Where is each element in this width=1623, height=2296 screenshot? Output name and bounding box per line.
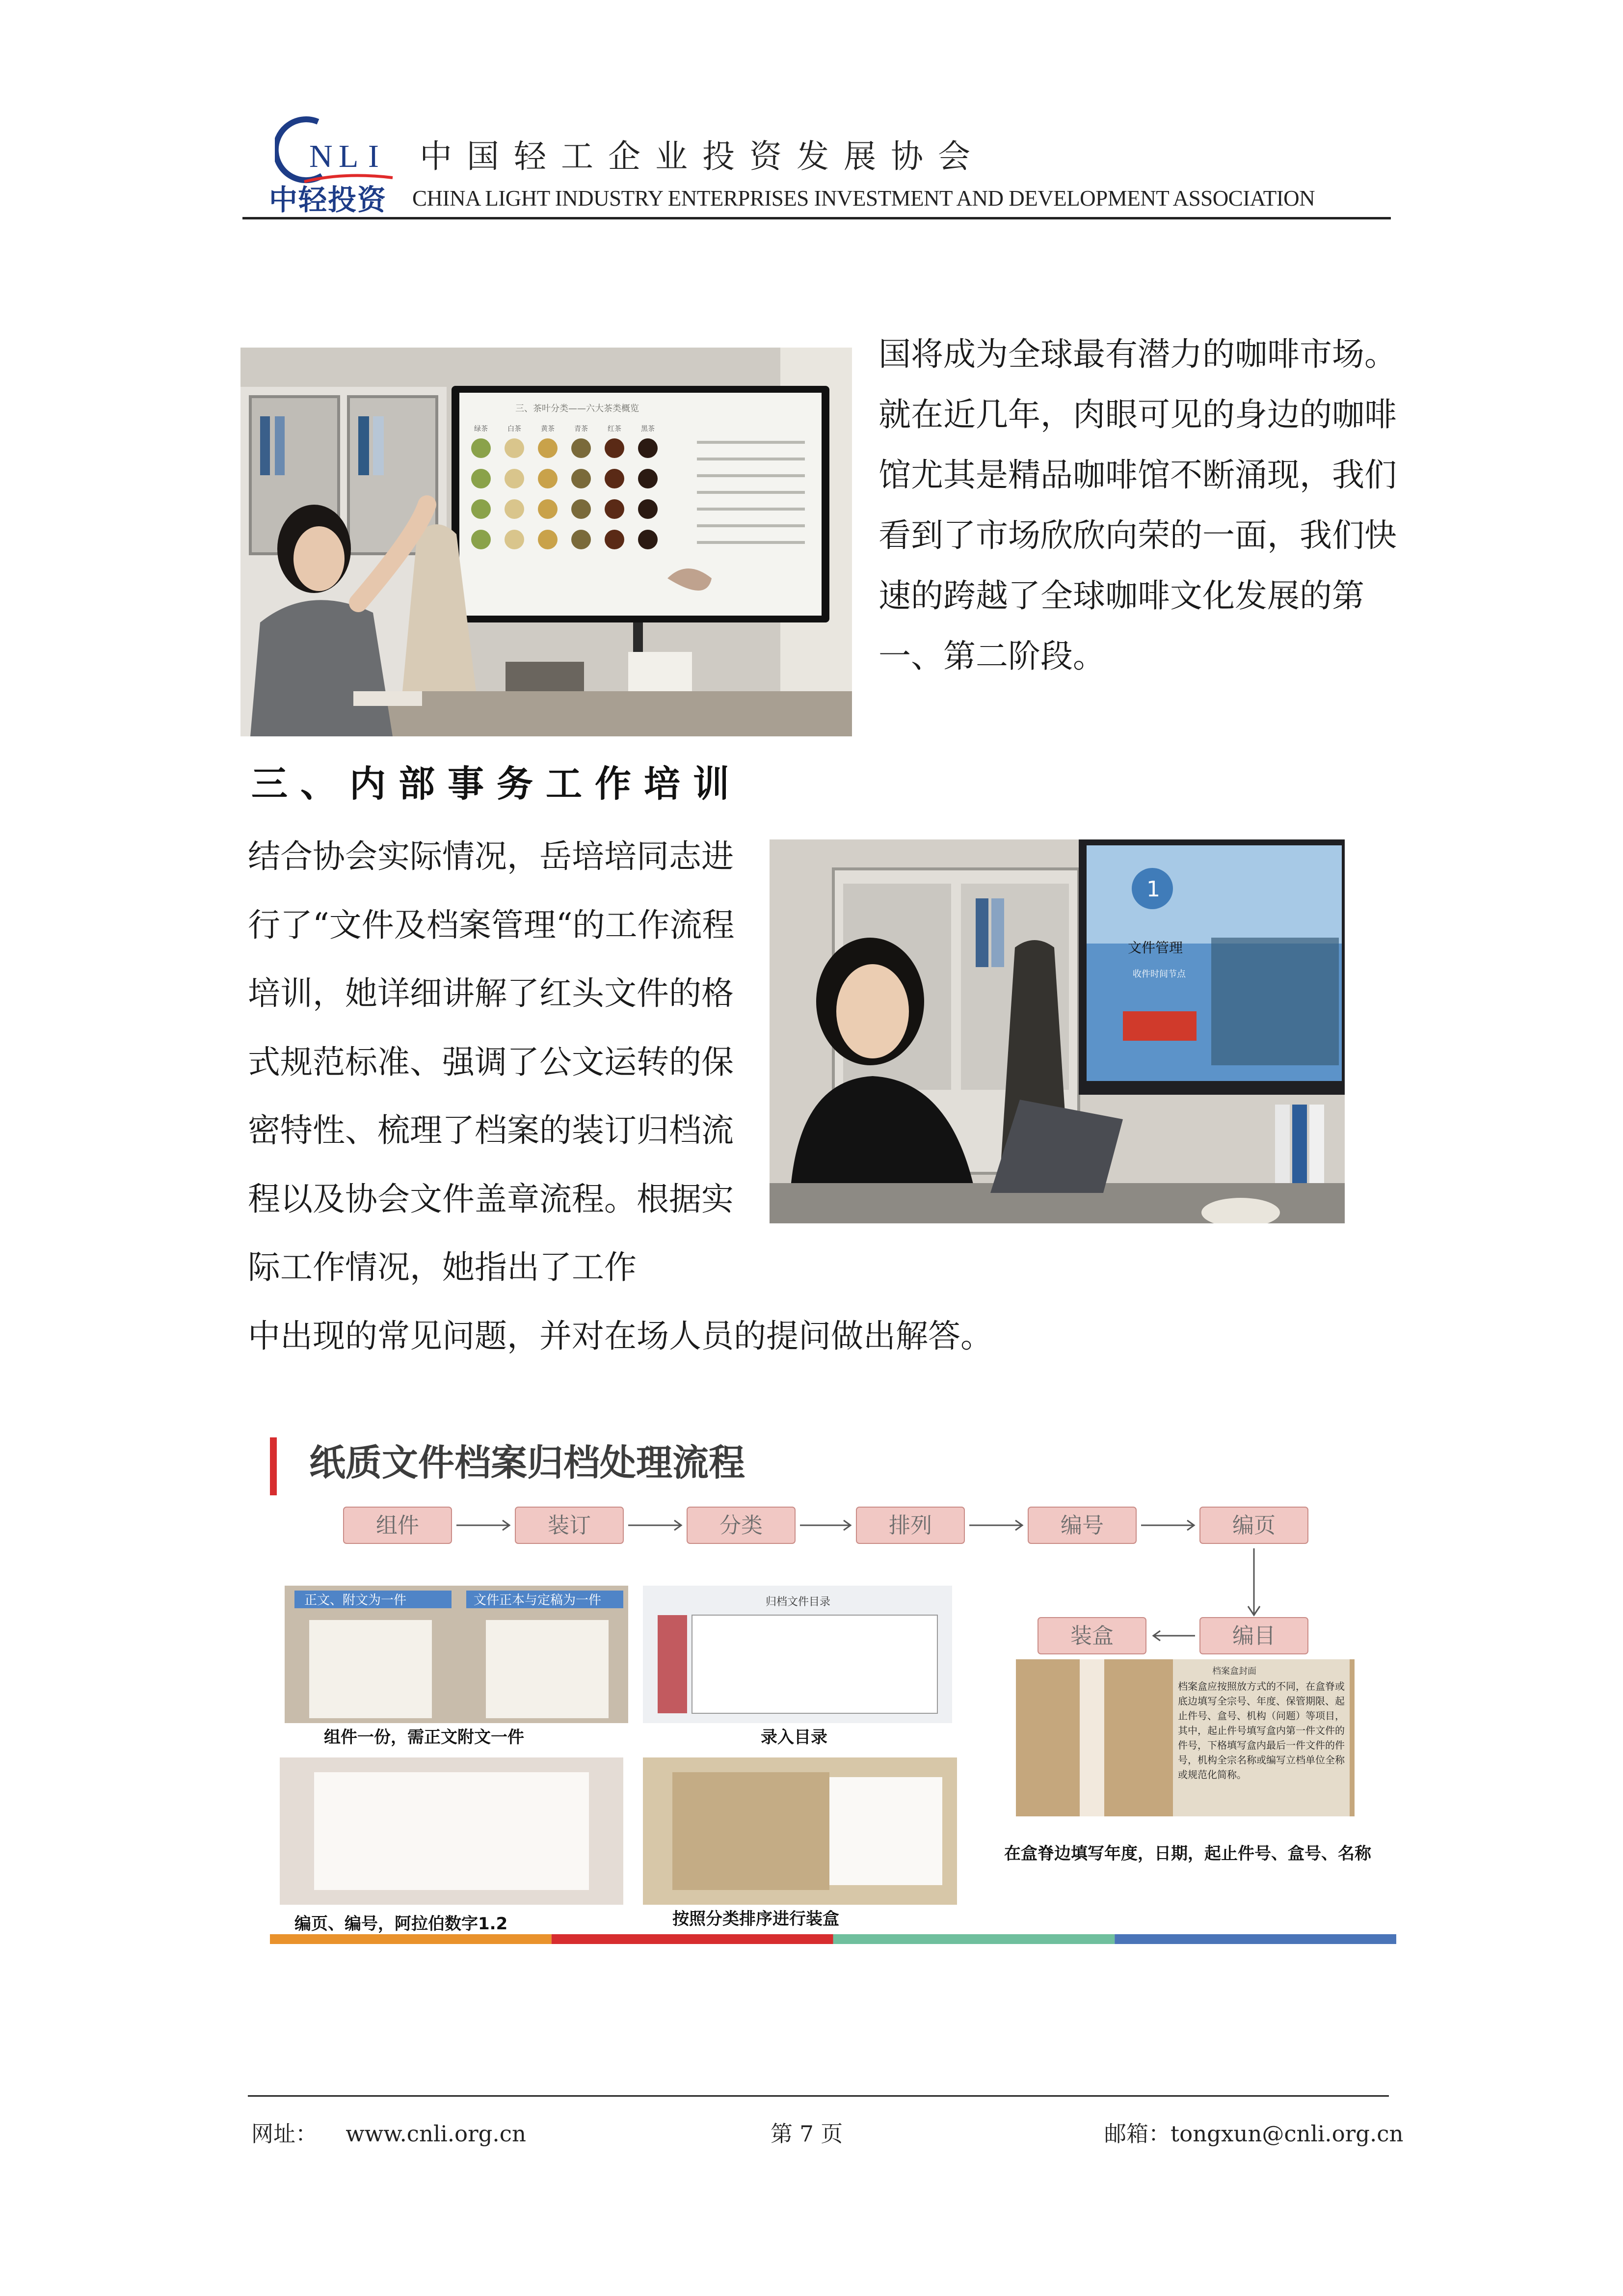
slide-sublabel: 收件时间节点 — [1133, 969, 1186, 979]
org-name-chinese: 中国轻工企业投资发展协会 — [420, 137, 985, 175]
caption-catalog: 录入目录 — [761, 1728, 827, 1747]
tea-column-label: 青茶 — [574, 425, 588, 433]
caption-boxing: 按照分类排序进行装盒 — [672, 1909, 839, 1929]
footer-email-label: 邮箱： — [1104, 2121, 1171, 2147]
tea-sample — [638, 469, 658, 488]
bottom-color-segment — [552, 1934, 833, 1944]
tea-sample — [471, 469, 491, 488]
tea-sample — [505, 499, 524, 519]
tea-sample — [638, 530, 658, 549]
photo-document-training — [770, 839, 1345, 1223]
archive-flow-chart — [270, 1433, 1396, 1944]
catalog-title: 归档文件目录 — [766, 1596, 831, 1608]
box-note: 档案盒应按照放方式的不同，在盒脊或底边填写全宗号、年度、保管期限、起止件号、盒号、机构（问题）等项目，其中，起止件号填写盒内第一件文件的件号，下格填写盒内最后一件文件的件号，机构全宗名称或编写立档单位全称或规范化简称。 — [1178, 1680, 1345, 1781]
tea-column-label: 绿茶 — [474, 425, 488, 433]
thumb-grouping — [285, 1586, 628, 1747]
tea-sample — [605, 530, 624, 549]
slide-text-line — [697, 458, 805, 460]
flow-step-label: 分类 — [719, 1513, 763, 1538]
logo-mark — [275, 113, 402, 187]
tea-sample — [571, 469, 591, 488]
tea-sample — [471, 530, 491, 549]
tea-sample — [571, 499, 591, 519]
flow-step-label: 排列 — [889, 1513, 932, 1538]
logo-chinese-text: 中轻投资 — [269, 183, 387, 216]
slide-text-line — [697, 491, 805, 494]
bottom-color-segment — [270, 1934, 552, 1944]
caption-numbering: 编页、编号，阿拉伯数字1.2 — [294, 1914, 508, 1934]
tea-sample — [538, 499, 558, 519]
thumb-boxing — [643, 1757, 957, 1929]
tea-sample — [571, 438, 591, 458]
slide-number: 1 — [1146, 877, 1160, 902]
slide-text-line — [697, 541, 805, 544]
slide-text-line — [697, 441, 805, 444]
svg-text:N: N — [309, 138, 333, 174]
footer-email — [1104, 2116, 1404, 2148]
tea-sample — [505, 530, 524, 549]
tea-column-label: 红茶 — [608, 425, 621, 433]
thumb-catalog — [643, 1586, 952, 1747]
slide-title: 三、茶叶分类——六大茶类概览 — [515, 404, 639, 414]
header-divider — [242, 217, 1391, 219]
org-name-english: CHINA LIGHT INDUSTRY ENTERPRISES INVESTMENT AND DEVELOPMENT ASSOCIATION — [412, 186, 1315, 211]
section-heading: 三、内部事务工作培训 — [251, 763, 742, 805]
flow-step-label: 组件 — [376, 1513, 419, 1538]
thumb-tag-left: 正文、附文为一件 — [304, 1593, 407, 1608]
svg-text:L: L — [339, 138, 359, 174]
tea-column-label: 白茶 — [507, 425, 521, 433]
footer-url-label: 网址： — [251, 2121, 318, 2147]
caption-grouping: 组件一份，需正文附文一件 — [324, 1728, 524, 1747]
tea-sample — [538, 438, 558, 458]
tea-sample — [471, 499, 491, 519]
svg-text:I: I — [368, 138, 379, 174]
flow-title: 纸质文件档案归档处理流程 — [309, 1442, 745, 1484]
tea-sample — [538, 469, 558, 488]
bottom-color-segment — [833, 1934, 1115, 1944]
footer-url-link[interactable]: www.cnli.org.cn — [346, 2121, 526, 2147]
tea-column-label: 黑茶 — [641, 425, 655, 433]
tea-sample — [538, 530, 558, 549]
tea-column-label: 黄茶 — [541, 425, 555, 433]
flow-step-label: 编页 — [1232, 1513, 1276, 1538]
paragraph-training-continued: 中出现的常见问题，并对在场人员的提问做出解答。 — [248, 1317, 993, 1355]
caption-box-spine: 在盒脊边填写年度，日期，起止件号、盒号、名称 — [1004, 1844, 1371, 1864]
box-heading: 档案盒封面 — [1212, 1666, 1256, 1676]
tea-sample — [605, 499, 624, 519]
flow-step-label: 编号 — [1061, 1513, 1104, 1538]
slide-text-line — [697, 508, 805, 511]
footer-divider — [248, 2095, 1389, 2097]
flow-step-label: 装订 — [548, 1513, 591, 1538]
thumb-box-spine — [986, 1659, 1389, 1895]
footer-email-link[interactable]: tongxun@cnli.org.cn — [1171, 2121, 1404, 2147]
paragraph-training: 结合协会实际情况，岳培培同志进行了“文件及档案管理“的工作流程培训，她详细讲解了红头文件的格式规范标准、强调了公文运转的保密特性、梳理了档案的装订归档流程以及协会文件盖章流程。根据实际工作情况，她指出了工作 — [248, 837, 735, 1286]
bottom-color-segment — [1115, 1934, 1396, 1944]
slide-text-line — [697, 474, 805, 477]
tea-sample — [505, 469, 524, 488]
tea-sample — [605, 438, 624, 458]
slide-label: 文件管理 — [1128, 940, 1183, 956]
tea-sample — [471, 438, 491, 458]
paragraph-coffee-market: 国将成为全球最有潜力的咖啡市场。就在近几年，肉眼可见的身边的咖啡馆尤其是精品咖啡馆不断涌现，我们看到了市场欣欣向荣的一面，我们快速的跨越了全球咖啡文化发展的第一、第二阶段。 — [878, 335, 1397, 675]
tea-sample — [638, 499, 658, 519]
slide-text-line — [697, 524, 805, 527]
thumb-tag-right: 文件正本与定稿为一件 — [474, 1593, 602, 1608]
photo-tea-presentation — [240, 348, 852, 736]
footer-page-number: 第 7 页 — [771, 2121, 843, 2147]
tea-sample — [571, 530, 591, 549]
flow-step-label: 编目 — [1232, 1623, 1276, 1648]
tea-sample — [505, 438, 524, 458]
tea-sample — [638, 438, 658, 458]
tea-sample — [605, 469, 624, 488]
flow-step-label: 装盒 — [1070, 1623, 1114, 1648]
footer-website — [251, 2116, 526, 2148]
